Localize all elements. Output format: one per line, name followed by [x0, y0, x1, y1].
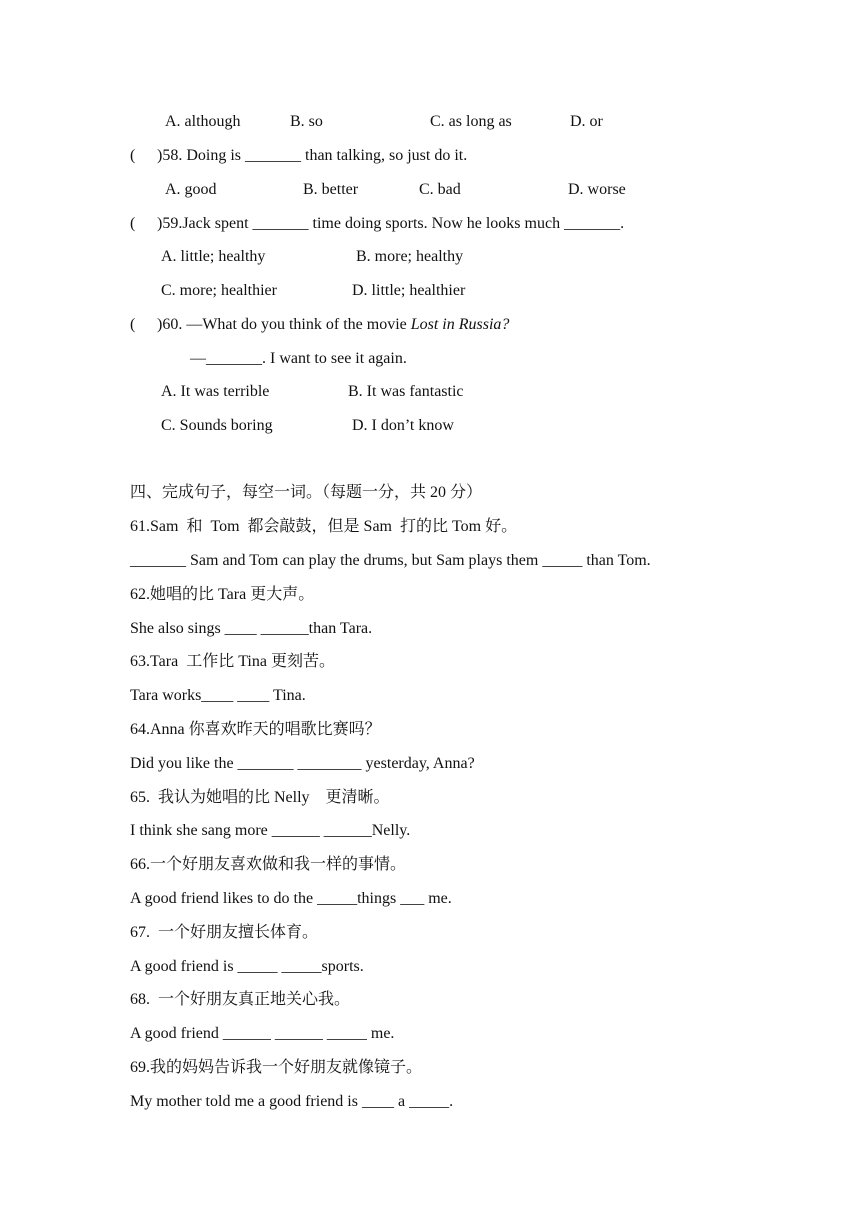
item-67-english: A good friend is _____ _____sports.: [130, 958, 364, 975]
item-62-english: She also sings ____ ______than Tara.: [130, 620, 373, 637]
q60-answer-paren: (: [130, 316, 136, 333]
q60-option-c: C. Sounds boring: [161, 417, 273, 434]
item-65-chinese: 65. 我认为她唱的比 Nelly 更清晰。: [130, 789, 390, 806]
item-65-english: I think she sang more ______ ______Nelly.: [130, 822, 411, 839]
q60-question: [157, 315, 509, 335]
q60-movie-title: Lost in Russia?: [410, 316, 510, 333]
q58-answer-paren: (: [130, 147, 136, 164]
q59-option-d: D. little; healthier: [352, 282, 466, 299]
q58-option-d: D. worse: [568, 181, 626, 198]
q59-option-b: B. more; healthy: [356, 248, 464, 265]
item-61-english: _______ Sam and Tom can play the drums, but Sam plays them _____ than Tom.: [130, 552, 651, 569]
item-63-chinese: 63.Tara 工作比 Tina 更刻苦。: [130, 653, 335, 670]
item-63-english: Tara works____ ____ Tina.: [130, 687, 306, 704]
section-4-heading: 四、完成句子，每空一词。（每题一分，共 20 分）: [130, 484, 483, 501]
q57-option-d: D. or: [570, 113, 603, 130]
item-68-chinese: 68. 一个好朋友真正地关心我。: [130, 991, 351, 1008]
q60-option-a: A. It was terrible: [161, 383, 270, 400]
q60-reply: —_______. I want to see it again.: [190, 350, 407, 367]
item-67-chinese: 67. 一个好朋友擅长体育。: [130, 924, 319, 941]
q57-option-c: C. as long as: [430, 113, 512, 130]
q59-answer-paren: (: [130, 215, 136, 232]
item-66-chinese: 66.一个好朋友喜欢做和我一样的事情。: [130, 856, 407, 873]
q58-question: )58. Doing is _______ than talking, so just do it.: [157, 147, 468, 164]
item-69-chinese: 69.我的妈妈告诉我一个好朋友就像镜子。: [130, 1059, 423, 1076]
q60-option-d: D. I don’t know: [352, 417, 454, 434]
item-61-chinese: 61.Sam 和 Tom 都会敲鼓，但是 Sam 打的比 Tom 好。: [130, 518, 518, 535]
q60-option-b: B. It was fantastic: [348, 383, 464, 400]
q58-option-a: A. good: [165, 181, 217, 198]
q59-question: )59.Jack spent _______ time doing sports. Now he looks much _______.: [157, 215, 625, 232]
q58-option-c: C. bad: [419, 181, 461, 198]
q59-option-c: C. more; healthier: [161, 282, 277, 299]
item-64-chinese: 64.Anna 你喜欢昨天的唱歌比赛吗？: [130, 721, 381, 738]
item-64-english: Did you like the _______ ________ yesterday, Anna?: [130, 755, 475, 772]
q57-option-a: A. although: [165, 113, 241, 130]
item-62-chinese: 62.她唱的比 Tara 更大声。: [130, 586, 315, 603]
item-66-english: A good friend likes to do the _____things ___ me.: [130, 890, 452, 907]
q60-question-text: )60. —What do you think of the movie: [157, 316, 411, 333]
q58-option-b: B. better: [303, 181, 359, 198]
q57-option-b: B. so: [290, 113, 323, 130]
item-69-english: My mother told me a good friend is ____ a _____.: [130, 1093, 454, 1110]
item-68-english: A good friend ______ ______ _____ me.: [130, 1025, 395, 1042]
q59-option-a: A. little; healthy: [161, 248, 266, 265]
